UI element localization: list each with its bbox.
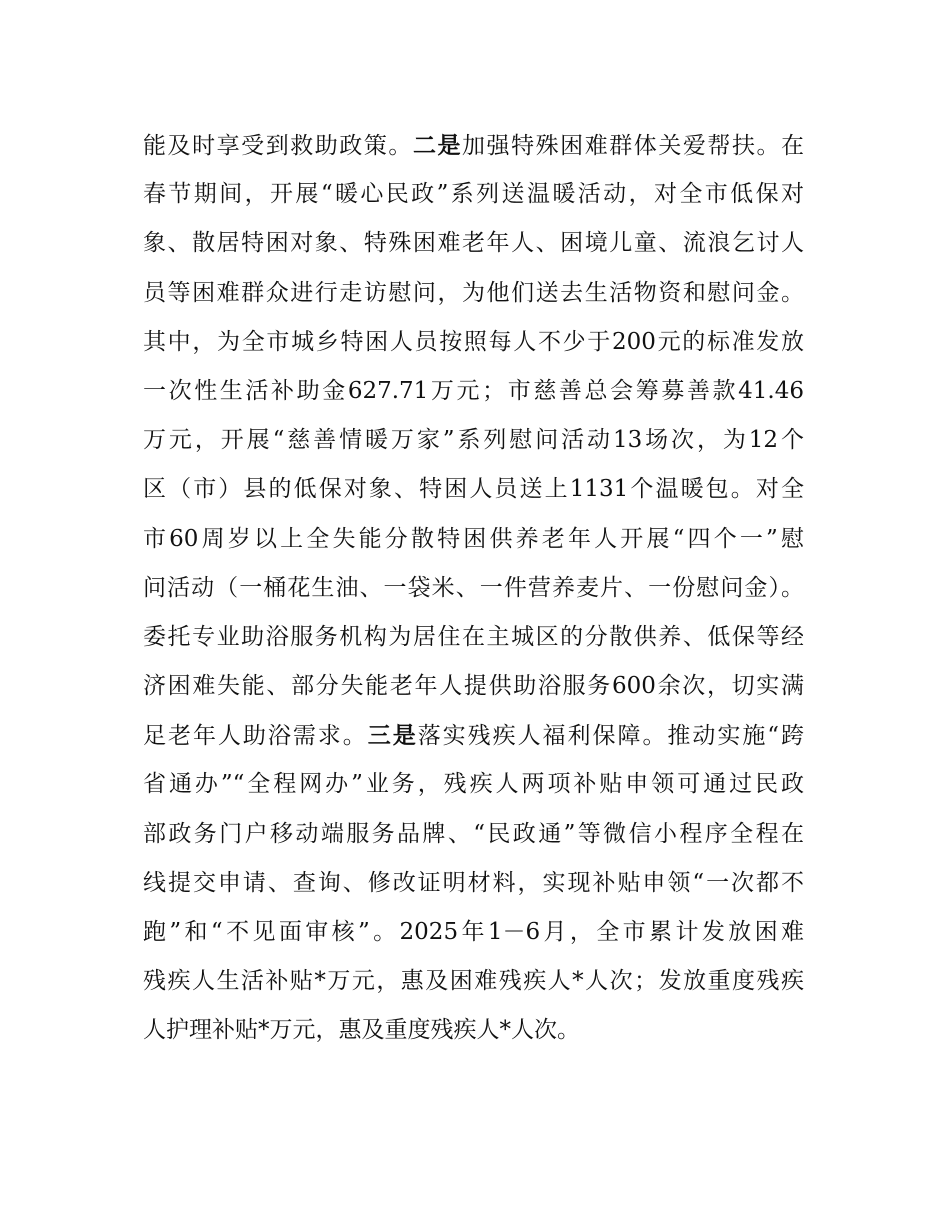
bold-heading-marker: 三是 bbox=[367, 722, 418, 750]
body-paragraph bbox=[143, 121, 843, 1056]
text-run: 落实残疾人福利保障。推动实施“跨 bbox=[417, 723, 805, 750]
text-run: 市60周岁以上全失能分散特困供养老年人开展“四个一”慰 bbox=[143, 525, 804, 552]
text-run: 象、散居特困对象、特殊困难老年人、困境儿童、流浪乞讨人 bbox=[143, 230, 804, 257]
text-run: 区（市）县的低保对象、特困人员送上1131个温暖包。对全 bbox=[143, 476, 804, 503]
text-line bbox=[143, 465, 804, 514]
text-run: 能及时享受到救助政策。 bbox=[143, 133, 413, 159]
text-line bbox=[143, 564, 804, 613]
text-line bbox=[143, 957, 804, 1006]
text-run: 线提交申请、查询、修改证明材料，实现补贴申领“一次都不 bbox=[143, 869, 804, 896]
text-line bbox=[143, 760, 804, 809]
text-run: 人护理补贴*万元，惠及重度残疾人*人次。 bbox=[143, 1017, 580, 1044]
text-line bbox=[143, 515, 804, 564]
text-run: 委托专业助浴服务机构为居住在主城区的分散供养、低保等经 bbox=[143, 623, 804, 650]
text-line bbox=[143, 908, 804, 957]
text-run: 万元，开展“慈善情暖万家”系列慰问活动13场次，为12个 bbox=[143, 427, 804, 454]
text-line bbox=[143, 170, 804, 219]
text-line bbox=[143, 859, 804, 908]
text-line bbox=[143, 1006, 843, 1055]
text-line bbox=[143, 318, 804, 367]
text-run: 部政务门户移动端服务品牌、“民政通”等微信小程序全程在 bbox=[143, 820, 804, 847]
text-line bbox=[143, 416, 804, 465]
text-line bbox=[143, 269, 804, 318]
text-line bbox=[143, 613, 804, 662]
text-line bbox=[143, 121, 804, 170]
text-run: 春节期间，开展“暖心民政”系列送温暖活动，对全市低保对 bbox=[143, 181, 804, 208]
text-line bbox=[143, 711, 804, 760]
text-run: 跑”和“不见面审核”。2025年1－6月，全市累计发放困难 bbox=[143, 919, 804, 945]
text-line bbox=[143, 219, 804, 268]
text-run: 省通办”“全程网办”业务，残疾人两项补贴申领可通过民政 bbox=[143, 771, 804, 798]
text-run: 足老年人助浴需求。 bbox=[143, 723, 368, 750]
text-line bbox=[143, 662, 804, 711]
text-line bbox=[143, 367, 804, 416]
text-run: 残疾人生活补贴*万元，惠及困难残疾人*人次；发放重度残疾 bbox=[143, 968, 804, 995]
text-run: 济困难失能、部分失能老年人提供助浴服务600余次，切实满 bbox=[143, 673, 804, 700]
text-line bbox=[143, 810, 804, 859]
text-run: 一次性生活补助金627.71万元；市慈善总会筹募善款41.46 bbox=[143, 377, 804, 404]
text-run: 加强特殊困难群体关爱帮扶。在 bbox=[462, 133, 805, 159]
text-run: 其中，为全市城乡特困人员按照每人不少于200元的标准发放 bbox=[143, 328, 804, 355]
text-run: 问活动（一桶花生油、一袋米、一件营养麦片、一份慰问金）。 bbox=[143, 574, 804, 601]
bold-heading-marker: 二是 bbox=[412, 132, 463, 159]
text-run: 员等困难群众进行走访慰问，为他们送去生活物资和慰问金。 bbox=[143, 279, 804, 306]
